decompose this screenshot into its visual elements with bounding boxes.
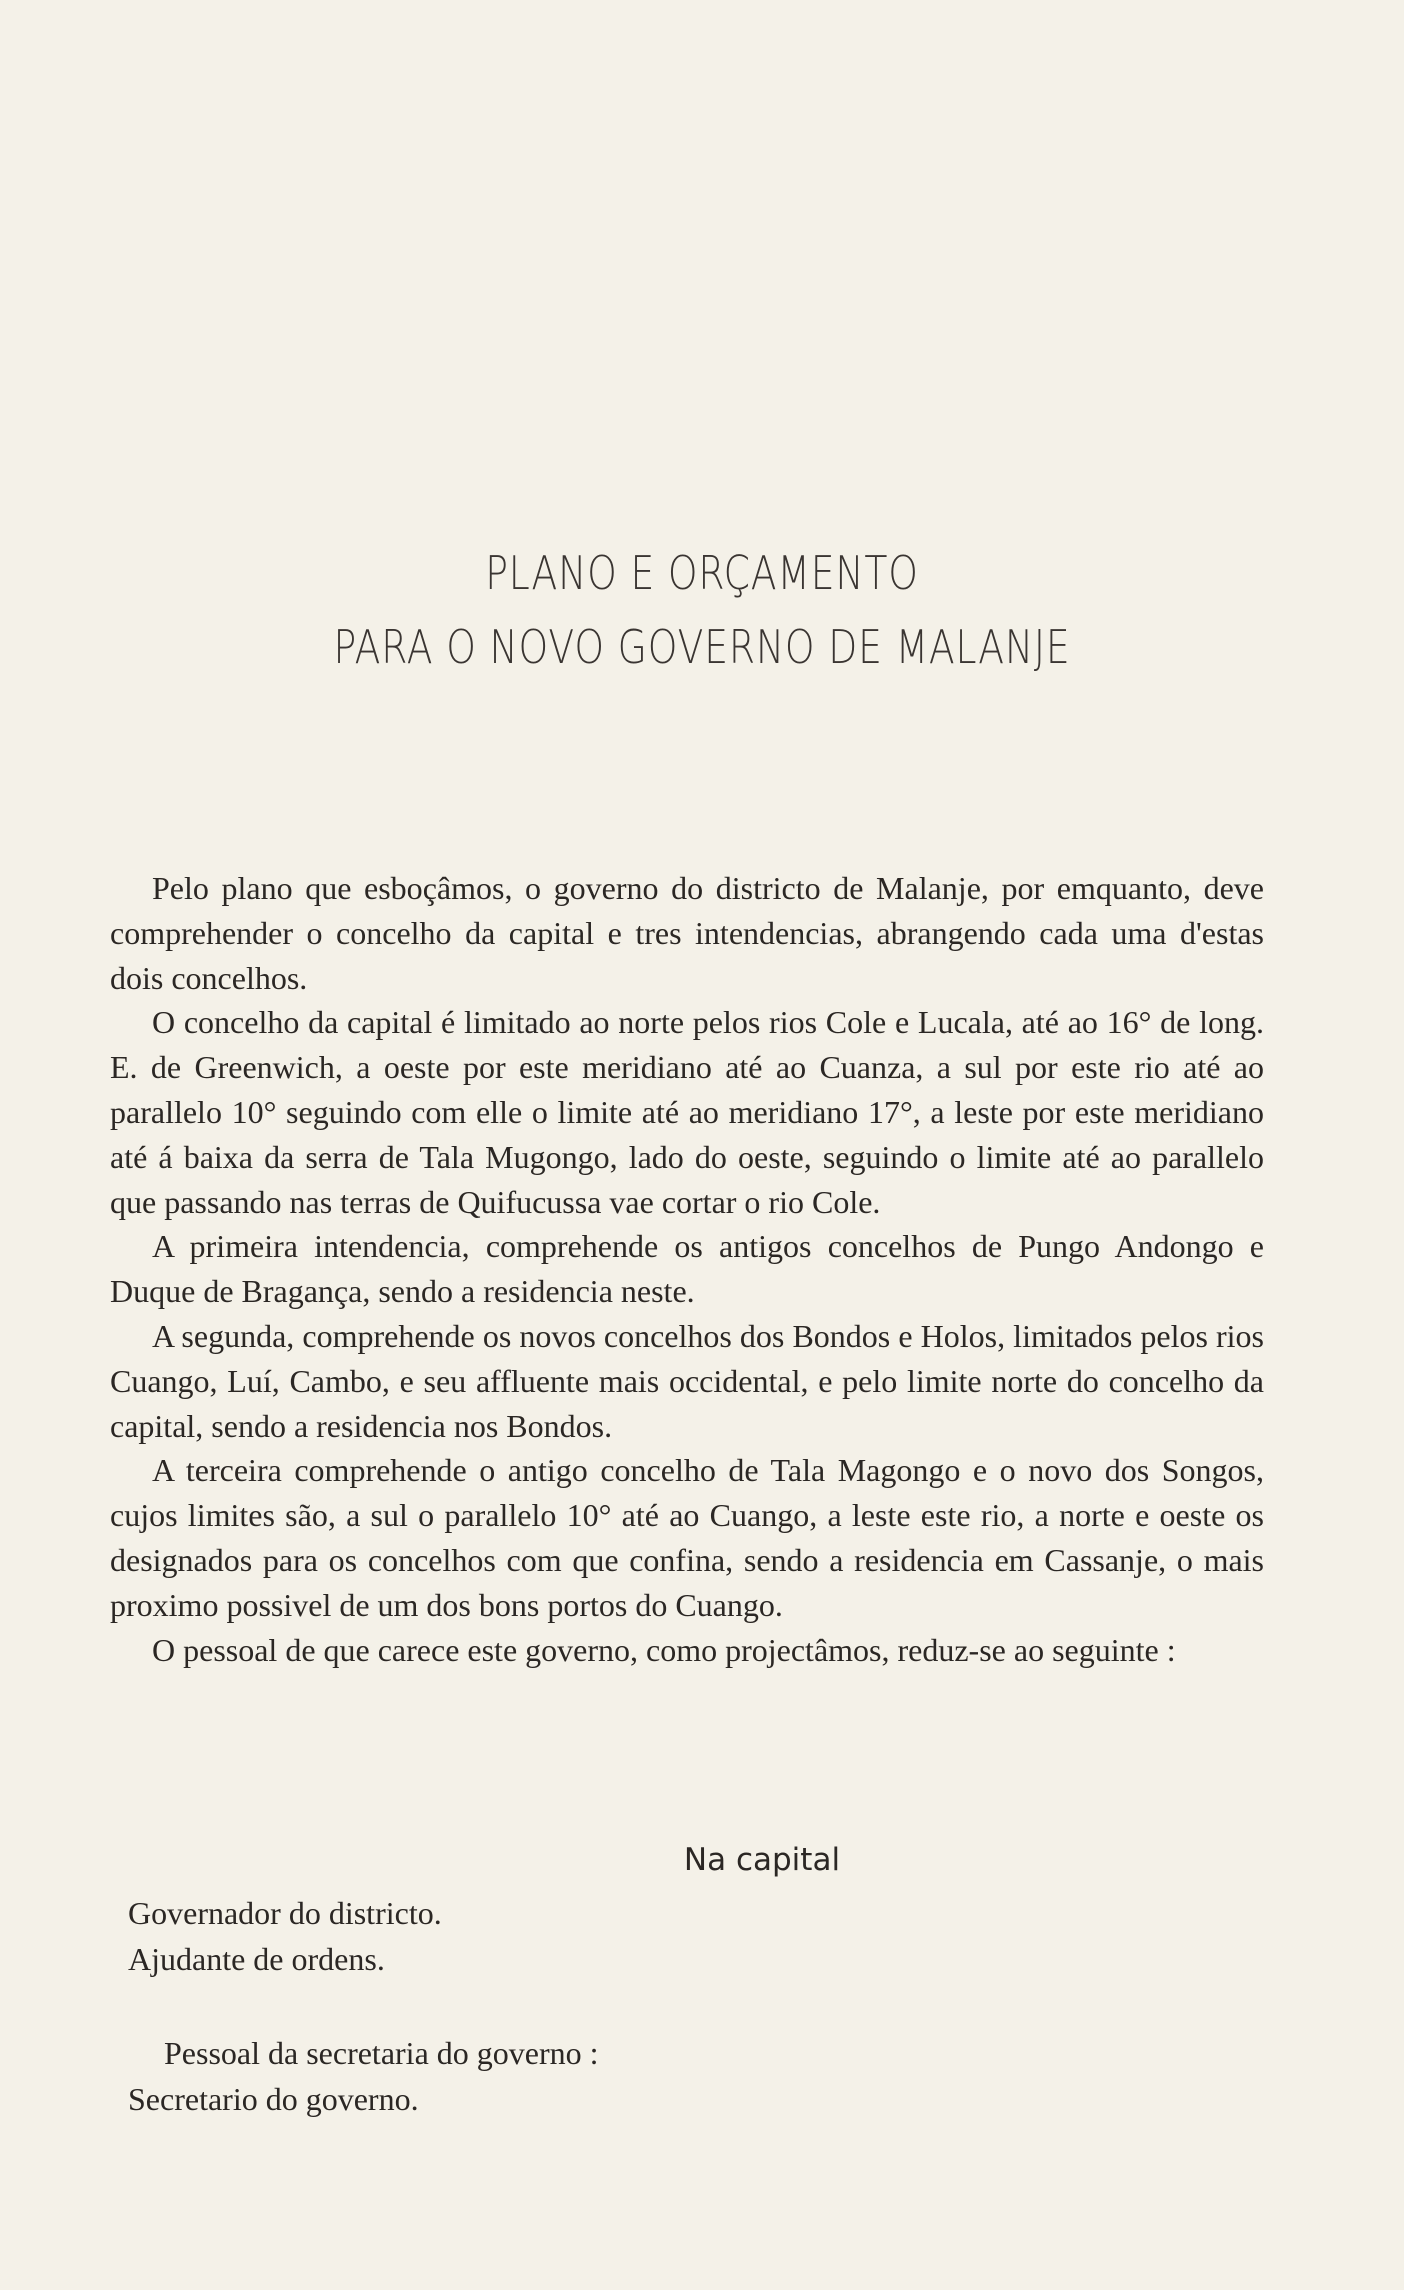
secretariat-label: Pessoal da secretaria do governo : (164, 2035, 599, 2071)
paragraph: A terceira comprehende o antigo concelho de Tala Magongo e o novo dos Songos, cujos limites são, a sul o parallelo 10° até ao Cuango, a leste este rio, a norte e oeste os designados para os concelhos com que confina, sendo a residencia em Cassanje, o mais proximo possivel de um dos bons portos do Cuango. (110, 1452, 1264, 1623)
list-item: Governador do districto. (128, 1895, 442, 1931)
body-text (110, 866, 1264, 1672)
secretariat-list (128, 2030, 599, 2122)
paragraph: A primeira intendencia, comprehende os antigos concelhos de Pungo Andongo e Duque de Bragança, sendo a residencia neste. (110, 1228, 1264, 1310)
section-heading: Na capital (683, 1842, 841, 1878)
list-item: Secretario do governo. (128, 2081, 419, 2117)
capital-staff-list (128, 1890, 442, 1982)
title-line-1: PLANO E ORÇAMENTO (485, 546, 919, 600)
page-title (0, 536, 1404, 684)
paragraph: O pessoal de que carece este governo, como projectâmos, reduz-se ao seguinte : (152, 1631, 1176, 1668)
title-line-2: PARA O NOVO GOVERNO DE MALANJE (333, 620, 1071, 674)
paragraph: Pelo plano que esboçâmos, o governo do districto de Malanje, por emquanto, deve comprehender o concelho da capital e tres intendencias, abrangendo cada uma d'estas dois concelhos. (110, 870, 1264, 996)
paragraph: A segunda, comprehende os novos concelhos dos Bondos e Holos, limitados pelos rios Cuango, Luí, Cambo, e seu affluente mais occidental, e pelo limite norte do concelho da capital, sendo a residencia nos Bondos. (110, 1317, 1264, 1444)
paragraph: O concelho da capital é limitado ao norte pelos rios Cole e Lucala, até ao 16° de long. E. de Greenwich, a oeste por este meridiano até ao Cuanza, a sul por este rio até ao parallelo 10° seguindo com elle o limite até ao meridiano 17°, a leste por este meridiano até á baixa da serra de Tala Mugongo, lado do oeste, seguindo o limite até ao parallelo que passando nas terras de Quifucussa vae cortar o rio Cole. (110, 1004, 1264, 1220)
list-item: Ajudante de ordens. (128, 1941, 385, 1977)
